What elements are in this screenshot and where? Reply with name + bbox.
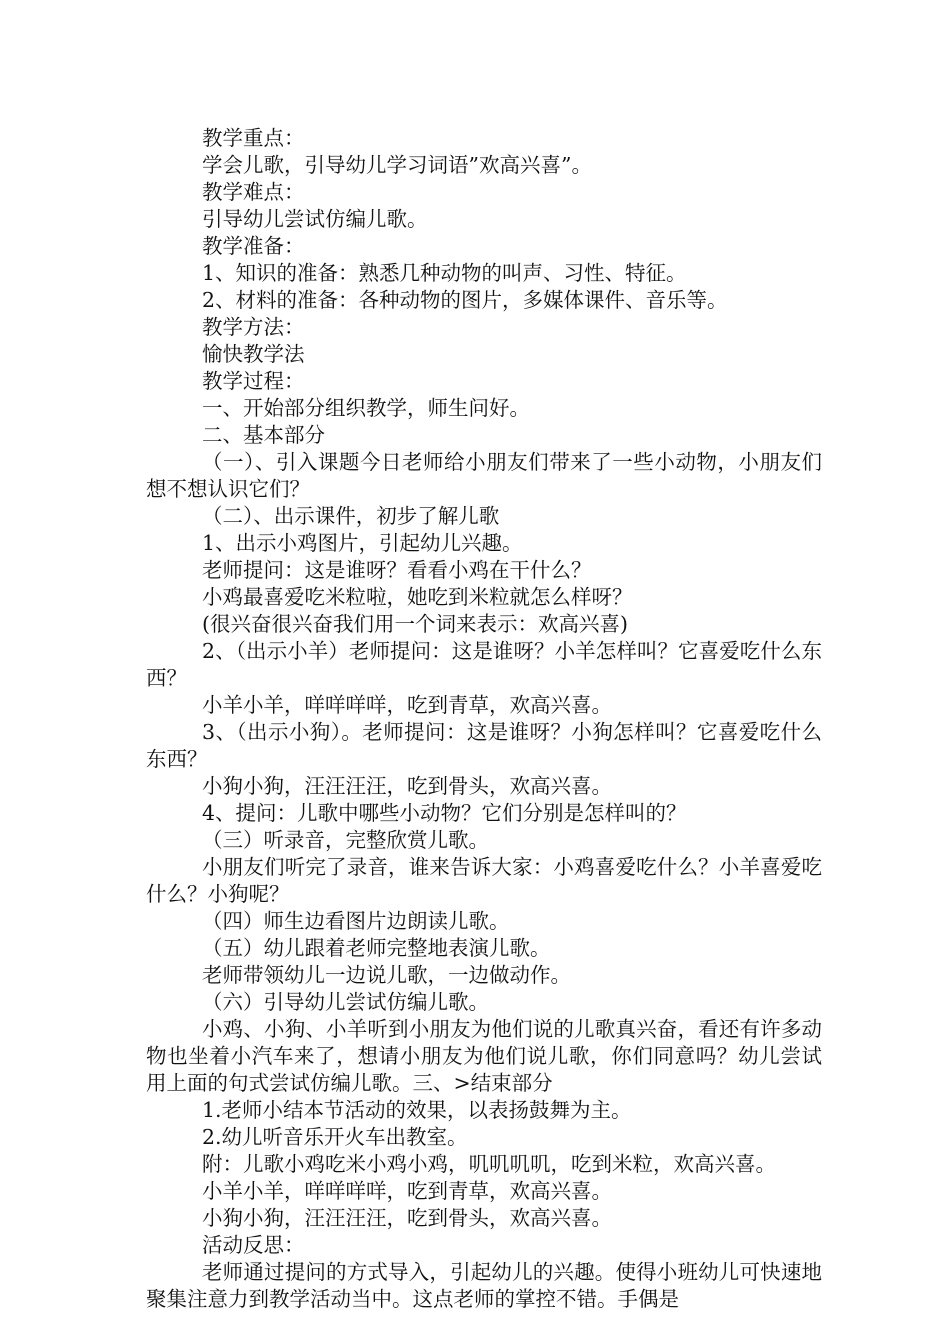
paragraph: 1、知识的准备：熟悉几种动物的叫声、习性、特征。 — [202, 261, 687, 285]
paragraph: 3、（出示小狗）。老师提问：这是谁呀？小狗怎样叫？它喜爱吃什么东西？ — [146, 720, 822, 771]
paragraph: 小羊小羊，咩咩咩咩，吃到青草，欢高兴喜。 — [202, 1179, 612, 1203]
paragraph: 1.老师小结本节活动的效果，以表扬鼓舞为主。 — [202, 1098, 632, 1122]
paragraph: 活动反思： — [202, 1233, 305, 1257]
paragraph: 小鸡最喜爱吃米粒啦，她吃到米粒就怎么样呀？ — [202, 585, 633, 609]
paragraph: 附：儿歌小鸡吃米小鸡小鸡，叽叽叽叽，吃到米粒，欢高兴喜。 — [202, 1152, 776, 1176]
paragraph: 小鸡、小狗、小羊听到小朋友为他们说的儿歌真兴奋，看还有许多动物也坐着小汽车来了，想请小朋友为他们说儿歌，你们同意吗？幼儿尝试用上面的句式尝试仿编儿歌。三、>结束部分 — [146, 1017, 822, 1095]
paragraph: （四）师生边看图片边朗读儿歌。 — [202, 909, 510, 933]
paragraph: 一、开始部分组织教学，师生问好。 — [202, 396, 530, 420]
paragraph: 2、材料的准备：各种动物的图片，多媒体课件、音乐等。 — [202, 288, 728, 312]
paragraph: （六）引导幼儿尝试仿编儿歌。 — [202, 990, 489, 1014]
paragraph: 2、（出示小羊）老师提问：这是谁呀？小羊怎样叫？它喜爱吃什么东西？ — [146, 639, 822, 690]
paragraph: (很兴奋很兴奋我们用一个词来表示：欢高兴喜) — [202, 612, 628, 636]
paragraph: 老师带领幼儿一边说儿歌，一边做动作。 — [202, 963, 571, 987]
paragraph: 小朋友们听完了录音，谁来告诉大家：小鸡喜爱吃什么？小羊喜爱吃什么？小狗呢？ — [146, 855, 822, 906]
paragraph: （二）、出示课件，初步了解儿歌 — [202, 504, 500, 528]
paragraph: 4、提问：儿歌中哪些小动物？它们分别是怎样叫的？ — [202, 801, 687, 825]
paragraph: 教学准备： — [202, 234, 305, 258]
paragraph: 小羊小羊，咩咩咩咩，吃到青草，欢高兴喜。 — [202, 693, 612, 717]
paragraph: 教学难点： — [202, 180, 305, 204]
paragraph: 老师提问：这是谁呀？看看小鸡在干什么？ — [202, 558, 592, 582]
paragraph: 2.幼儿听音乐开火车出教室。 — [202, 1125, 468, 1149]
paragraph: 小狗小狗，汪汪汪汪，吃到骨头，欢高兴喜。 — [202, 774, 612, 798]
paragraph: （三）听录音，完整欣赏儿歌。 — [202, 828, 489, 852]
paragraph: 老师通过提问的方式导入，引起幼儿的兴趣。使得小班幼儿可快速地聚集注意力到教学活动当中。这点老师的掌控不错。手偶是 — [146, 1260, 822, 1311]
paragraph: 引导幼儿尝试仿编儿歌。 — [202, 207, 428, 231]
paragraph: 教学方法： — [202, 315, 305, 339]
paragraph: 学会儿歌，引导幼儿学习词语”欢高兴喜”。 — [202, 153, 592, 177]
paragraph: 二、基本部分 — [202, 423, 325, 447]
paragraph: 小狗小狗，汪汪汪汪，吃到骨头，欢高兴喜。 — [202, 1206, 612, 1230]
paragraph: 教学过程： — [202, 369, 305, 393]
paragraph: 1、出示小鸡图片，引起幼儿兴趣。 — [202, 531, 523, 555]
document-body — [146, 125, 822, 1313]
paragraph: （五）幼儿跟着老师完整地表演儿歌。 — [202, 936, 551, 960]
paragraph: 愉快教学法 — [202, 342, 305, 366]
paragraph: 教学重点： — [202, 126, 305, 150]
paragraph: （一）、引入课题今日老师给小朋友们带来了一些小动物，小朋友们想不想认识它们？ — [146, 450, 822, 501]
